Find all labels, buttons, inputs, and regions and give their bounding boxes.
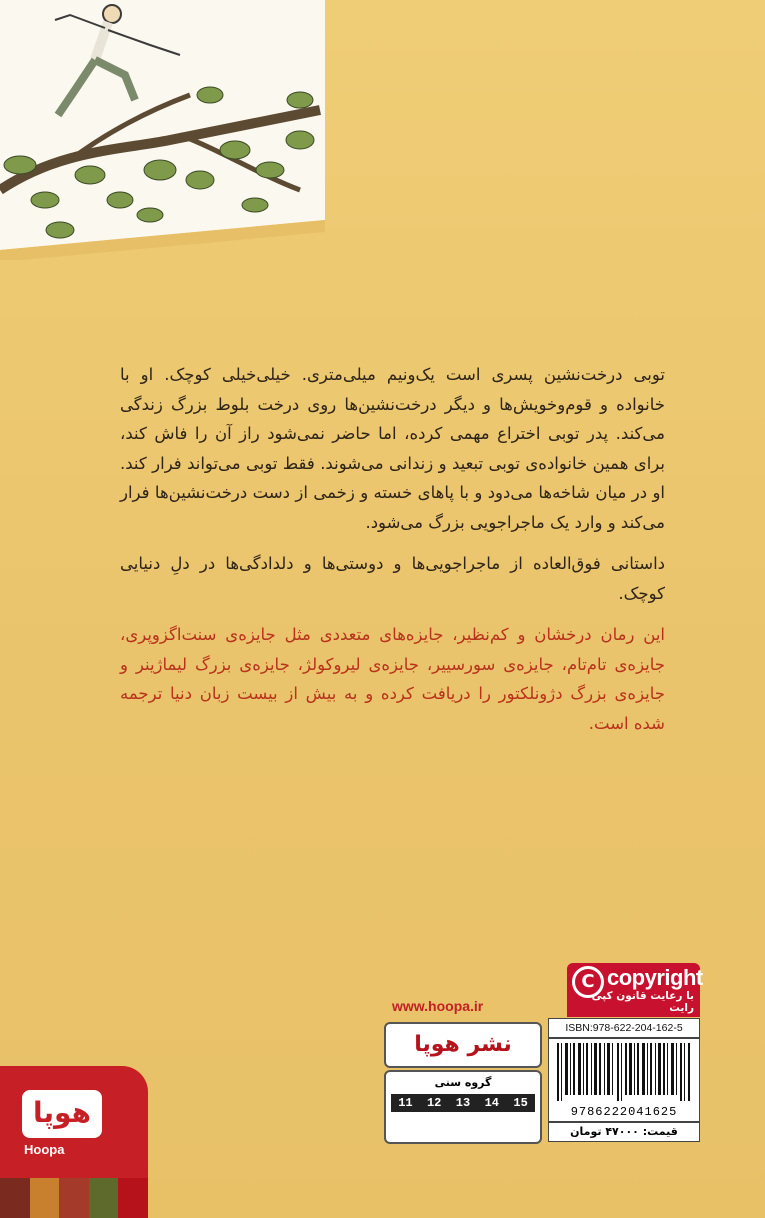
publisher-website: www.hoopa.ir	[392, 998, 484, 1014]
blurb-paragraph-1: توبی درخت‌نشین پسری است یک‌ونیم میلی‌متری. خیلی‌خیلی کوچک. او با خانواده و قوم‌وخویش‌ها و دیگر درخت‌نشین‌ها روی درخت بلوط بزرگ زندگی می‌کند. پدر توبی اختراع مهمی کرده، اما حاضر نمی‌شود راز آن را فاش کند، برای همین خانواده‌ی توبی تبعید و زندانی می‌شوند. فقط توبی می‌تواند فرار کند. او در میان شاخه‌ها می‌دود و با پاهای خسته و زخمی از دست درخت‌نشین‌ها فرار می‌کند و وارد یک ماجراجویی بزرگ می‌شود.	[120, 365, 665, 532]
age-group-box	[384, 1070, 542, 1144]
age-value: 14	[484, 1096, 499, 1110]
age-strip	[391, 1094, 535, 1112]
age-value: 13	[455, 1096, 471, 1110]
blurb-text	[120, 360, 665, 750]
price-label: قیمت: ۴۷۰۰۰ تومان	[548, 1122, 700, 1142]
barcode	[548, 1038, 700, 1122]
hoopa-logo	[0, 1066, 148, 1218]
age-value: 15	[513, 1096, 528, 1110]
barcode-number: 9786222041625	[570, 1105, 678, 1119]
logo-latin-text: Hoopa	[24, 1142, 65, 1157]
logo-color-stripes	[0, 1178, 148, 1218]
copyright-word: copyright	[607, 965, 703, 990]
tree-illustration	[0, 0, 765, 260]
age-value: 12	[426, 1096, 442, 1110]
copyright-icon: C	[572, 966, 604, 998]
isbn-label: ISBN:978-622-204-162-5	[548, 1018, 700, 1038]
barcode-bars	[555, 1043, 693, 1101]
logo-mark: هوپا	[22, 1090, 102, 1138]
copyright-subtitle: با رعایت قانون کپی رایت	[591, 990, 694, 1014]
age-group-label: گروه سنی	[434, 1076, 492, 1089]
publisher-name: نشر هوپا	[384, 1022, 542, 1068]
copyright-badge	[567, 963, 703, 1017]
blurb-awards-paragraph: این رمان درخشان و کم‌نظیر، جایزه‌های متعددی مثل جایزه‌ی سنت‌اگزوپری، جایزه‌ی تام‌تام، جایزه‌ی سورسییر، جایزه‌ی لیروکولژ، جایزه‌ی بزرگ لیماژینر و جایزه‌ی بزرگ دژونلکتور را دریافت کرده و به بیش از بیست زبان دنیا ترجمه شده است.	[120, 625, 665, 733]
blurb-paragraph-2: داستانی فوق‌العاده از ماجراجویی‌ها و دوستی‌ها و دلدادگی‌ها در دلِ دنیایی کوچک.	[120, 554, 665, 603]
age-value: 11	[398, 1096, 413, 1110]
